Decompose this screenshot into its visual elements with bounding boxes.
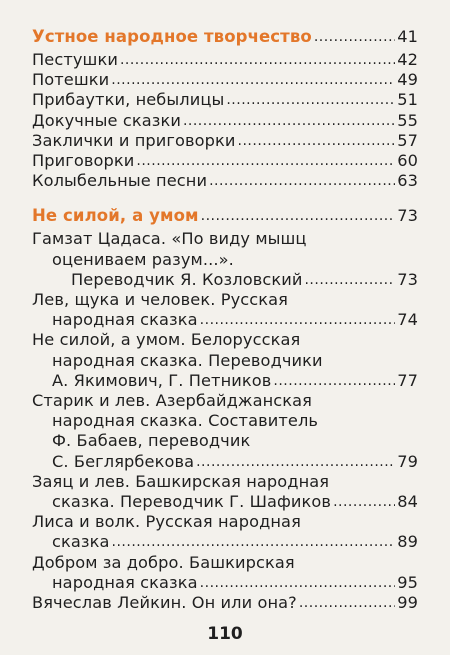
entry-title: Гамзат Цадаса. «По виду мышц (32, 229, 307, 249)
entry-title: народная сказка (52, 572, 198, 592)
entry-page-number: 84 (397, 492, 418, 512)
entry-title: народная сказка (52, 310, 198, 330)
table-of-contents (32, 26, 418, 627)
section-heading (32, 205, 418, 227)
dot-leader (111, 70, 395, 90)
dot-leader (120, 50, 395, 70)
dot-leader (273, 371, 395, 391)
dot-leader (201, 207, 396, 227)
entry-title: Вячеслав Лейкин. Он или она? (32, 593, 297, 613)
entry-page-number: 89 (397, 532, 418, 552)
entry-title: народная сказка. Переводчики (52, 350, 323, 370)
toc-entry-line (32, 50, 418, 70)
entry-title: Пестушки (32, 50, 118, 69)
toc-entry-line (32, 573, 418, 593)
toc-entry (32, 512, 418, 552)
toc-entry (32, 290, 418, 330)
entry-title: оцениваем разум...». (52, 249, 234, 269)
toc-entry-line (32, 391, 418, 411)
entry-page-number: 49 (397, 70, 418, 90)
dot-leader (196, 452, 395, 472)
section-heading (32, 26, 418, 48)
toc-entry-line (32, 472, 418, 492)
toc-entry (32, 151, 418, 171)
toc-entry-line (32, 371, 418, 391)
toc-entry-line (32, 492, 418, 512)
entry-page-number: 55 (397, 110, 418, 130)
entry-page-number: 73 (397, 269, 418, 289)
entry-title: Старик и лев. Азербайджанская (32, 391, 313, 411)
entry-page-number: 42 (397, 50, 418, 69)
entry-page-number: 63 (397, 171, 418, 191)
toc-entry (32, 391, 418, 472)
toc-entry (32, 70, 418, 90)
toc-entry-line (32, 229, 418, 249)
toc-entry (32, 330, 418, 391)
entry-page-number: 77 (397, 370, 418, 390)
entry-title: Лиса и волк. Русская народная (32, 512, 301, 532)
dot-leader (304, 270, 395, 290)
dot-leader (226, 91, 395, 111)
dot-leader (136, 151, 395, 171)
dot-leader (299, 593, 395, 613)
entry-title: сказка. Переводчик Г. Шафиков (52, 492, 332, 512)
entry-title: Лев, щука и человек. Русская (32, 290, 289, 310)
toc-entry-line (32, 70, 418, 90)
toc-entry (32, 229, 418, 290)
entry-title: Приговорки (32, 151, 135, 171)
entry-page-number: 60 (397, 151, 418, 171)
entry-title: Ф. Бабаев, переводчик (52, 431, 251, 451)
entry-title: Добром за добро. Башкирская (32, 552, 295, 572)
dot-leader (333, 492, 395, 512)
toc-entry-line (32, 351, 418, 371)
toc-entry-line (32, 593, 418, 613)
toc-entry (32, 50, 418, 70)
page-number: 110 (207, 624, 243, 644)
entry-title: Потешки (32, 70, 110, 90)
toc-entry (32, 593, 418, 613)
section-page-number: 41 (397, 27, 418, 46)
toc-entry-line (32, 553, 418, 573)
toc-entry-line (32, 111, 418, 131)
dot-leader (209, 171, 395, 191)
entry-page-number: 57 (397, 130, 418, 150)
section-page-number: 73 (397, 206, 418, 226)
toc-entry-line (32, 310, 418, 330)
toc-entry-line (32, 452, 418, 472)
toc-entry-line (32, 270, 418, 290)
toc-entry-line (32, 90, 418, 110)
section-title: Устное народное творчество (32, 27, 312, 46)
dot-leader (200, 573, 396, 593)
entry-page-number: 99 (397, 593, 418, 613)
toc-entry (32, 171, 418, 191)
entry-title: Колыбельные песни (32, 171, 208, 191)
toc-entry-line (32, 330, 418, 350)
entry-title: народная сказка. Составитель (52, 411, 319, 431)
toc-entry-line (32, 411, 418, 431)
section-title: Не силой, а умом (32, 206, 199, 226)
entry-title: Заяц и лев. Башкирская народная (32, 471, 330, 491)
entry-page-number: 74 (397, 310, 418, 330)
entry-page-number: 51 (397, 90, 418, 110)
toc-entry-line (32, 431, 418, 451)
entry-title: Прибаутки, небылицы (32, 90, 225, 110)
entry-title: Не силой, а умом. Белорусская (32, 330, 301, 350)
entry-page-number: 95 (397, 572, 418, 592)
toc-entry-line (32, 250, 418, 270)
toc-entry (32, 472, 418, 512)
dot-leader (200, 310, 396, 330)
entry-title: Заклички и приговорки (32, 130, 236, 150)
toc-section (32, 26, 418, 191)
toc-entry (32, 90, 418, 110)
toc-entry-line (32, 532, 418, 552)
entry-title: Переводчик Я. Козловский (71, 269, 303, 289)
toc-entry-line (32, 131, 418, 151)
entry-title: А. Якимович, Г. Петников (52, 370, 272, 390)
entry-title: С. Беглярбекова (52, 451, 195, 471)
dot-leader (112, 533, 396, 553)
toc-section (32, 205, 418, 613)
dot-leader (238, 131, 396, 151)
toc-entry (32, 553, 418, 593)
toc-entry (32, 111, 418, 131)
toc-entry-line (32, 290, 418, 310)
entry-page-number: 79 (397, 451, 418, 471)
toc-entry-line (32, 151, 418, 171)
dot-leader (314, 28, 395, 48)
toc-entry (32, 131, 418, 151)
entry-title: сказка (52, 532, 110, 552)
entry-title: Докучные сказки (32, 110, 181, 130)
toc-entry-line (32, 171, 418, 191)
dot-leader (183, 111, 395, 131)
toc-entry-line (32, 512, 418, 532)
